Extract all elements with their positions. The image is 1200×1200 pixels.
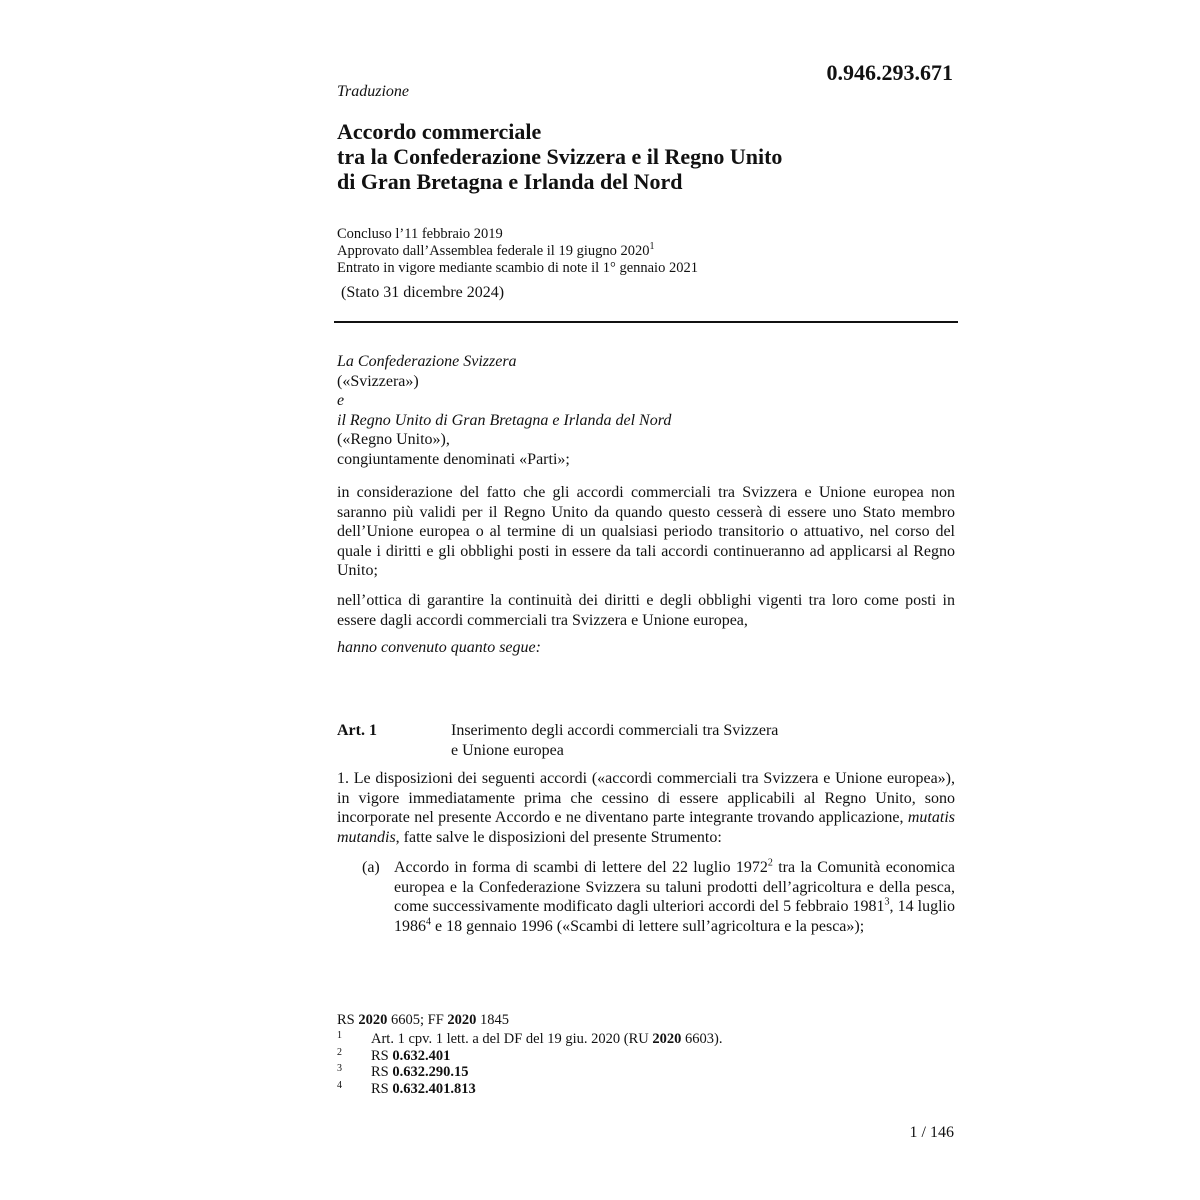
parties-block <box>337 352 957 470</box>
footnote-text: RS 0.632.401.813 <box>371 1080 476 1097</box>
footnote-link[interactable]: 0.632.401.813 <box>392 1080 476 1097</box>
footnote-ref[interactable]: 4 <box>426 916 431 928</box>
document-metadata <box>337 226 698 277</box>
joint-designation: congiuntamente denominati «Parti»; <box>337 450 570 468</box>
status-date: (Stato 31 dicembre 2024) <box>341 284 505 301</box>
footnote-ref[interactable]: 1 <box>649 241 655 253</box>
translation-label: Traduzione <box>337 83 410 100</box>
preamble-paragraph: in considerazione del fatto che gli accordi commerciali tra Svizzera e Unione europea non saranno più validi per il Regno Unito da quando questo cesserà di essere uno Stato membro dell’Unione europea o al termine di un qualsiasi periodo transitorio o attuativo, nel corso del quale i diritti e gli obblighi posti in essere da tali accordi continueranno ad applicarsi al Regno Unito; <box>337 484 955 580</box>
header-divider <box>334 321 958 323</box>
party-short-name: («Svizzera») <box>337 372 419 390</box>
footnote-text: Art. 1 cpv. 1 lett. a del DF del 19 giu. 2020 (RU 2020 6603). <box>371 1031 723 1047</box>
article-title-line: Inserimento degli accordi commerciali tra Svizzera <box>451 722 779 739</box>
preamble-conclusion: hanno convenuto quanto segue: <box>337 639 541 656</box>
footnote-ref[interactable]: 3 <box>884 896 890 908</box>
conjunction: e <box>337 392 345 410</box>
party-name: il Regno Unito di Gran Bretagna e Irlanda del Nord <box>337 411 672 429</box>
approved-date: Approvato dall’Assemblea federale il 19 giugno 2020$^1$ <box>337 241 655 259</box>
footnote-number: 3 <box>337 1063 342 1074</box>
sr-number: 0.946.293.671 <box>826 60 953 85</box>
article-title-line: e Unione europea <box>451 741 564 759</box>
article-paragraph: 1. Le disposizioni dei seguenti accordi («accordi commerciali tra Svizzera e Unione europea»), in vigore immediatamente prima che cessino di essere applicabili al Regno Unito, sono incorporate nel presente Accordo e ne diventano parte integrante trovando applicazione, mutatis mutandis, fatte salve le disposizioni del presente Strumento: <box>337 770 955 846</box>
article-number: Art. 1 <box>337 722 377 739</box>
footnote-text: RS 0.632.290.15 <box>371 1064 469 1080</box>
latin-phrase: mutatis mutandis <box>337 809 955 846</box>
footnote-number: 2 <box>337 1046 342 1058</box>
document-page <box>337 0 957 1200</box>
footnote-link[interactable]: 0.632.401 <box>392 1047 451 1064</box>
source-reference: RS 2020 6605; FF 2020 1845 <box>337 1012 510 1028</box>
title-line: tra la Confederazione Svizzera e il Regno Unito <box>337 144 783 169</box>
article-title <box>451 721 931 760</box>
preamble-paragraph: nell’ottica di garantire la continuità dei diritti e degli obblighi vigenti tra loro come posti in essere dagli accordi commerciali tra Svizzera e Unione europea, <box>337 592 955 629</box>
title-line: Accordo commerciale <box>337 119 542 144</box>
footnote-link[interactable]: 0.632.290.15 <box>392 1064 469 1080</box>
page-number: 1 / 146 <box>909 1124 954 1141</box>
party-name: La Confederazione Svizzera <box>337 353 517 370</box>
title-line: di Gran Bretagna e Irlanda del Nord <box>337 169 683 194</box>
footnote-text: RS 0.632.401 <box>371 1047 451 1064</box>
list-item-text: Accordo in forma di scambi di lettere del 22 luglio 1972$^2$ tra la Comunità economica europea e la Confederazione Svizzera su taluni prodotti dell’agricoltura e della pesca, come successivamente modificato dagli ulteriori accordi del 5 febbraio 1981$^3$, 14 luglio 1986$^4$ e 18 gennaio 1996 («Scambi di lettere sull’agricoltura e la pesca»); <box>394 857 955 935</box>
concluded-date: Concluso l’11 febbraio 2019 <box>337 226 503 242</box>
footnote-ref[interactable]: 2 <box>767 857 773 869</box>
footnote-number: 4 <box>337 1079 342 1091</box>
document-title <box>337 119 782 194</box>
party-short-name: («Regno Unito»), <box>337 431 450 449</box>
footnote-number: 1 <box>337 1030 342 1041</box>
entry-into-force: Entrato in vigore mediante scambio di note il 1° gennaio 2021 <box>337 260 698 276</box>
list-item-label: (a) <box>362 859 380 876</box>
